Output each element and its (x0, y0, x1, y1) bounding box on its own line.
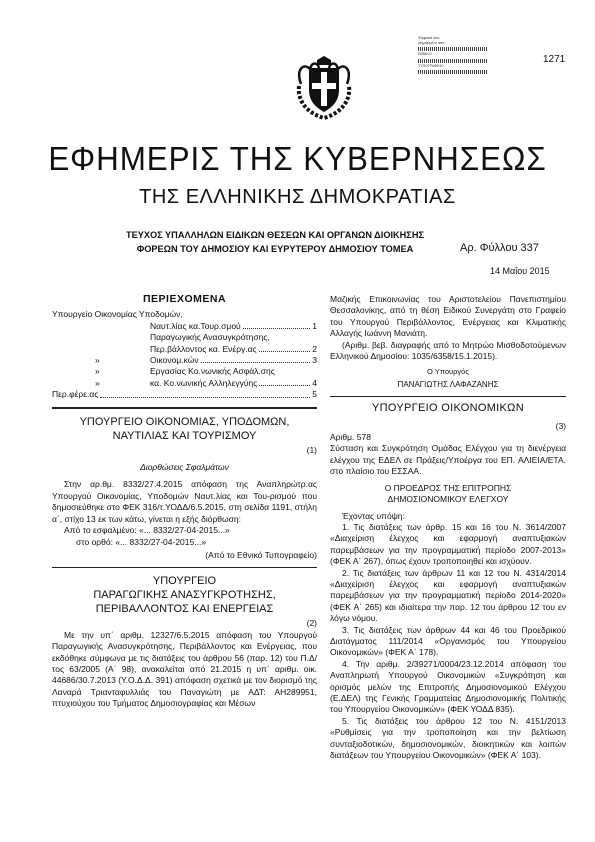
greek-coat-of-arms-icon (291, 56, 357, 122)
page-number: 1271 (543, 54, 566, 65)
minister-role: Ο Υπουργός (427, 367, 469, 377)
decision-text: Με την υπ΄ αριθμ. 12327/6.5.2015 απόφαση του Υπουργού Παραγωγικής Ανασυγκρότησης, Περιβάλλοντος και Ενέργειας, που εκδόθηκε σύμφωνα με τις διατάξεις του άρθρου 56 (παρ. 12) του Π.Δ/τος 63/2005 (Α΄ 98), ανακαλείται από 21.2015 η υπ΄ αριθμ. οικ. 44686/30.7.2013 (Υ.Ο.Δ.Δ. 391) απόφαση σχετικά με τον διορισμό της Λαναρά Τριανταφυλλιάς του Παναγιώτη με ΑΔΤ: ΑΗ289951, πτυχιούχου του Τμήματος Δημοσιογραφίας και Μέσων (52, 629, 317, 709)
digital-signature-stamp (418, 36, 488, 75)
provision-item: 2. Τις διατάξεις των άρθρων 11 και 12 του Ν. 4314/2014 «Διαχείριση έλεγχος και εφαρμογή αναπτυξιακών παρεμβάσεων για την προγραμματική περίοδο 2014-2020» (ΦΕΚ Α΄ 265) και ιδιαίτερα την παρ. 12 του άρθρου 12 του εν λόγω νόμου. (330, 567, 566, 624)
toc-heading: ΠΕΡΙΕΧΟΜΕΝΑ (142, 293, 227, 305)
from-office: (Από το Εθνικό Τυπογραφείο) (205, 549, 317, 560)
gazette-title: ΕΦΗΜΕΡΙΣ ΤΗΣ ΚΥΒΕΡΝΗΣΕΩΣ (48, 140, 547, 177)
gazette-subtitle: ΤΗΣ ΕΛΛΗΝΙΚΗΣ ΔΗΜΟΚΡΑΤΙΑΣ (139, 186, 456, 208)
item-number: (2) (306, 618, 317, 629)
toc-entry: Υπουργείο Οικονομίας Υποδομών, Ναυτ.λίας κα.Τουρ.σμού 1 Παραγωγικής Ανασυγκρότησης, Περ.βάλλοντος κα. Ενέργ.ας 2 » Οικονομ.κών 3 » Εργασίας Κο.νωνικής Ασφάλ.σης » κα. Κο.νωνικής Αλληλεγγύης 4 Περ.φέρε.ας 5 (52, 309, 317, 400)
having-regard: Έχοντας υπόψη: (342, 510, 405, 521)
decision-continuation: Μαζικής Επικοινωνίας του Αριστοτελείου Πανεπιστημίου Θεσσαλονίκης, από τη θέση Ειδικού Συνεργάτη στο Γραφείο του Υπουργού Περιβάλλοντος, Ενέργειας και Κλιματικής Αλλαγής Ιωάννη Μανιάτη. (330, 294, 566, 339)
errata-title: Διορθώσεις Σφαλμάτων (140, 462, 229, 473)
provision-item: 1. Τις διατάξεις των άρθρ. 15 και 16 του Ν. 3614/2007 «Διαχείριση έλεγχος και εφαρμογή αναπτυξιακών παρεμβάσεων για την προγραμματική περίοδο 2007-2013» (ΦΕΚ Α΄ 267), όπως έχουν τροποποιηθεί και ισχύουν. (330, 521, 566, 567)
issue-date: 14 Μαΐου 2015 (490, 266, 550, 276)
stamp-line: ΤΥΠΟΓΡΑΦΕΙΟ (418, 63, 444, 68)
stamp-line: Ψηφιακά υπο- (418, 36, 441, 40)
errata-to: στο ορθό: «... 8332/27-04-2015...» (76, 536, 207, 547)
provision-item: 5. Τις διατάξεις του άρθρου 12 του Ν. 4151/2013 «Ρυθμίσεις για την τροποποίηση και την βελτίωση συνταξιοδοτικών, δημοσιονομικών, διοικητικών και λοιπών διατάξεων του Υπουργείου Οικονομικών» (ΦΕΚ Α΄ 103). (330, 715, 566, 761)
stamp-line: EBNIKO (418, 52, 432, 57)
decision-number: Αριθμ. 578 (330, 432, 371, 443)
provision-item: 3. Τις διατάξεις των άρθρων 44 και 46 του Προεδρικού Διατάγματος 111/2014 «Οργανισμός του Υπουργείου Οικονομικών» (ΦΕΚ Α΄ 178). (330, 624, 566, 658)
issue-heading (105, 228, 445, 256)
stamp-line: γεγραμμένο από (418, 41, 445, 46)
president-heading: Ο ΠΡΟΕΔΡΟΣ ΤΗΣ ΕΠΙΤΡΟΠΗΣ ΔΗΜΟΣΙΟΝΟΜΙΚΟΥ ΕΛΕΓΧΟΥ (384, 482, 512, 505)
certificate-note: (Αριθμ. βεβ. διαγραφής από το Μητρώο Μισθοδοτούμενων Ελληνικού Δημοσίου: 1035/6358/15.1.2015). (330, 339, 566, 362)
ministry-heading: ΥΠΟΥΡΓΕΙΟ ΟΙΚΟΝΟΜΙΑΣ, ΥΠΟΔΟΜΩΝ, ΝΑΥΤΙΛΙΑΣ ΚΑΙ ΤΟΥΡΙΣΜΟΥ (79, 415, 290, 442)
left-column (52, 294, 317, 710)
item-number: (3) (555, 420, 566, 431)
provision-item: 4. Την αριθμ. 2/39271/0004/23.12.2014 απόφαση του Αναπληρωτή Υπουργού Οικονομικών «Συγκρότηση και ορισμός μελών της Επιτροπής Δημοσιονομικού Ελέγχου (Ε.ΔΕΛ) της Γενικής Γραμματείας Δημοσιονομικής Πολιτικής του Υπουργείου Οικονομικών» (ΦΕΚ ΥΟΔΔ 835). (330, 658, 566, 715)
errata-from: Από το εσφαλμένο: «... 8332/27-04-2015...» (64, 525, 230, 536)
item-number: (1) (306, 444, 317, 455)
ministry-heading: ΥΠΟΥΡΓΕΙΟ ΠΑΡΑΓΩΓΙΚΗΣ ΑΝΑΣΥΓΚΡΟΤΗΣΗΣ, ΠΕΡΙΒΑΛΛΟΝΤΟΣ ΚΑΙ ΕΝΕΡΓΕΙΑΣ (93, 575, 276, 616)
decision-subject: Σύσταση και Συγκρότηση Ομάδας Ελέγχου για τη διενέργεια ελέγχου της ΕΔΕΛ σε Πράξεις/Υποέργα του ΕΠ. ΑΛΙΕΙΑ/ΕΤΑ. στο πλαίσιο του ΕΣΣΑΑ. (330, 443, 566, 477)
sheet-number: Αρ. Φύλλου 337 (460, 242, 539, 254)
minister-name: ΠΑΝΑΓΙΩΤΗΣ ΛΑΦΑΖΑΝΗΣ (397, 379, 499, 389)
right-column (330, 294, 566, 761)
issue-line: ΦΟΡΕΩΝ ΤΟΥ ΔΗΜΟΣΙΟΥ ΚΑΙ ΕΥΡΥΤΕΡΟΥ ΔΗΜΟΣΙΟΥ ΤΟΜΕΑ (136, 244, 414, 254)
ministry-heading: ΥΠΟΥΡΓΕΙΟ ΟΙΚΟΝΟΜΙΚΩΝ (372, 402, 524, 415)
errata-text: Στην αρ.θμ. 8332/27.4.2015 απόφαση της Αναπληρώτρ.ας Υπουργού Οικονομίας, Υποδομών Ναυτ.λίας και Του-ρισμού που δημοσιεύθηκε στο ΦΕΚ 316/τ.ΥΟΔΔ/6.5.2015, στη σελίδα 1191, στήλη α΄, στίχο 13 εκ των κάτω, γίνεται η εξής διόρθωση: (52, 479, 317, 524)
issue-line: ΤΕΥΧΟΣ ΥΠΑΛΛΗΛΩΝ ΕΙΔΙΚΩΝ ΘΕΣΕΩΝ ΚΑΙ ΟΡΓΑΝΩΝ ΔΙΟΙΚΗΣΗΣ (126, 230, 424, 240)
